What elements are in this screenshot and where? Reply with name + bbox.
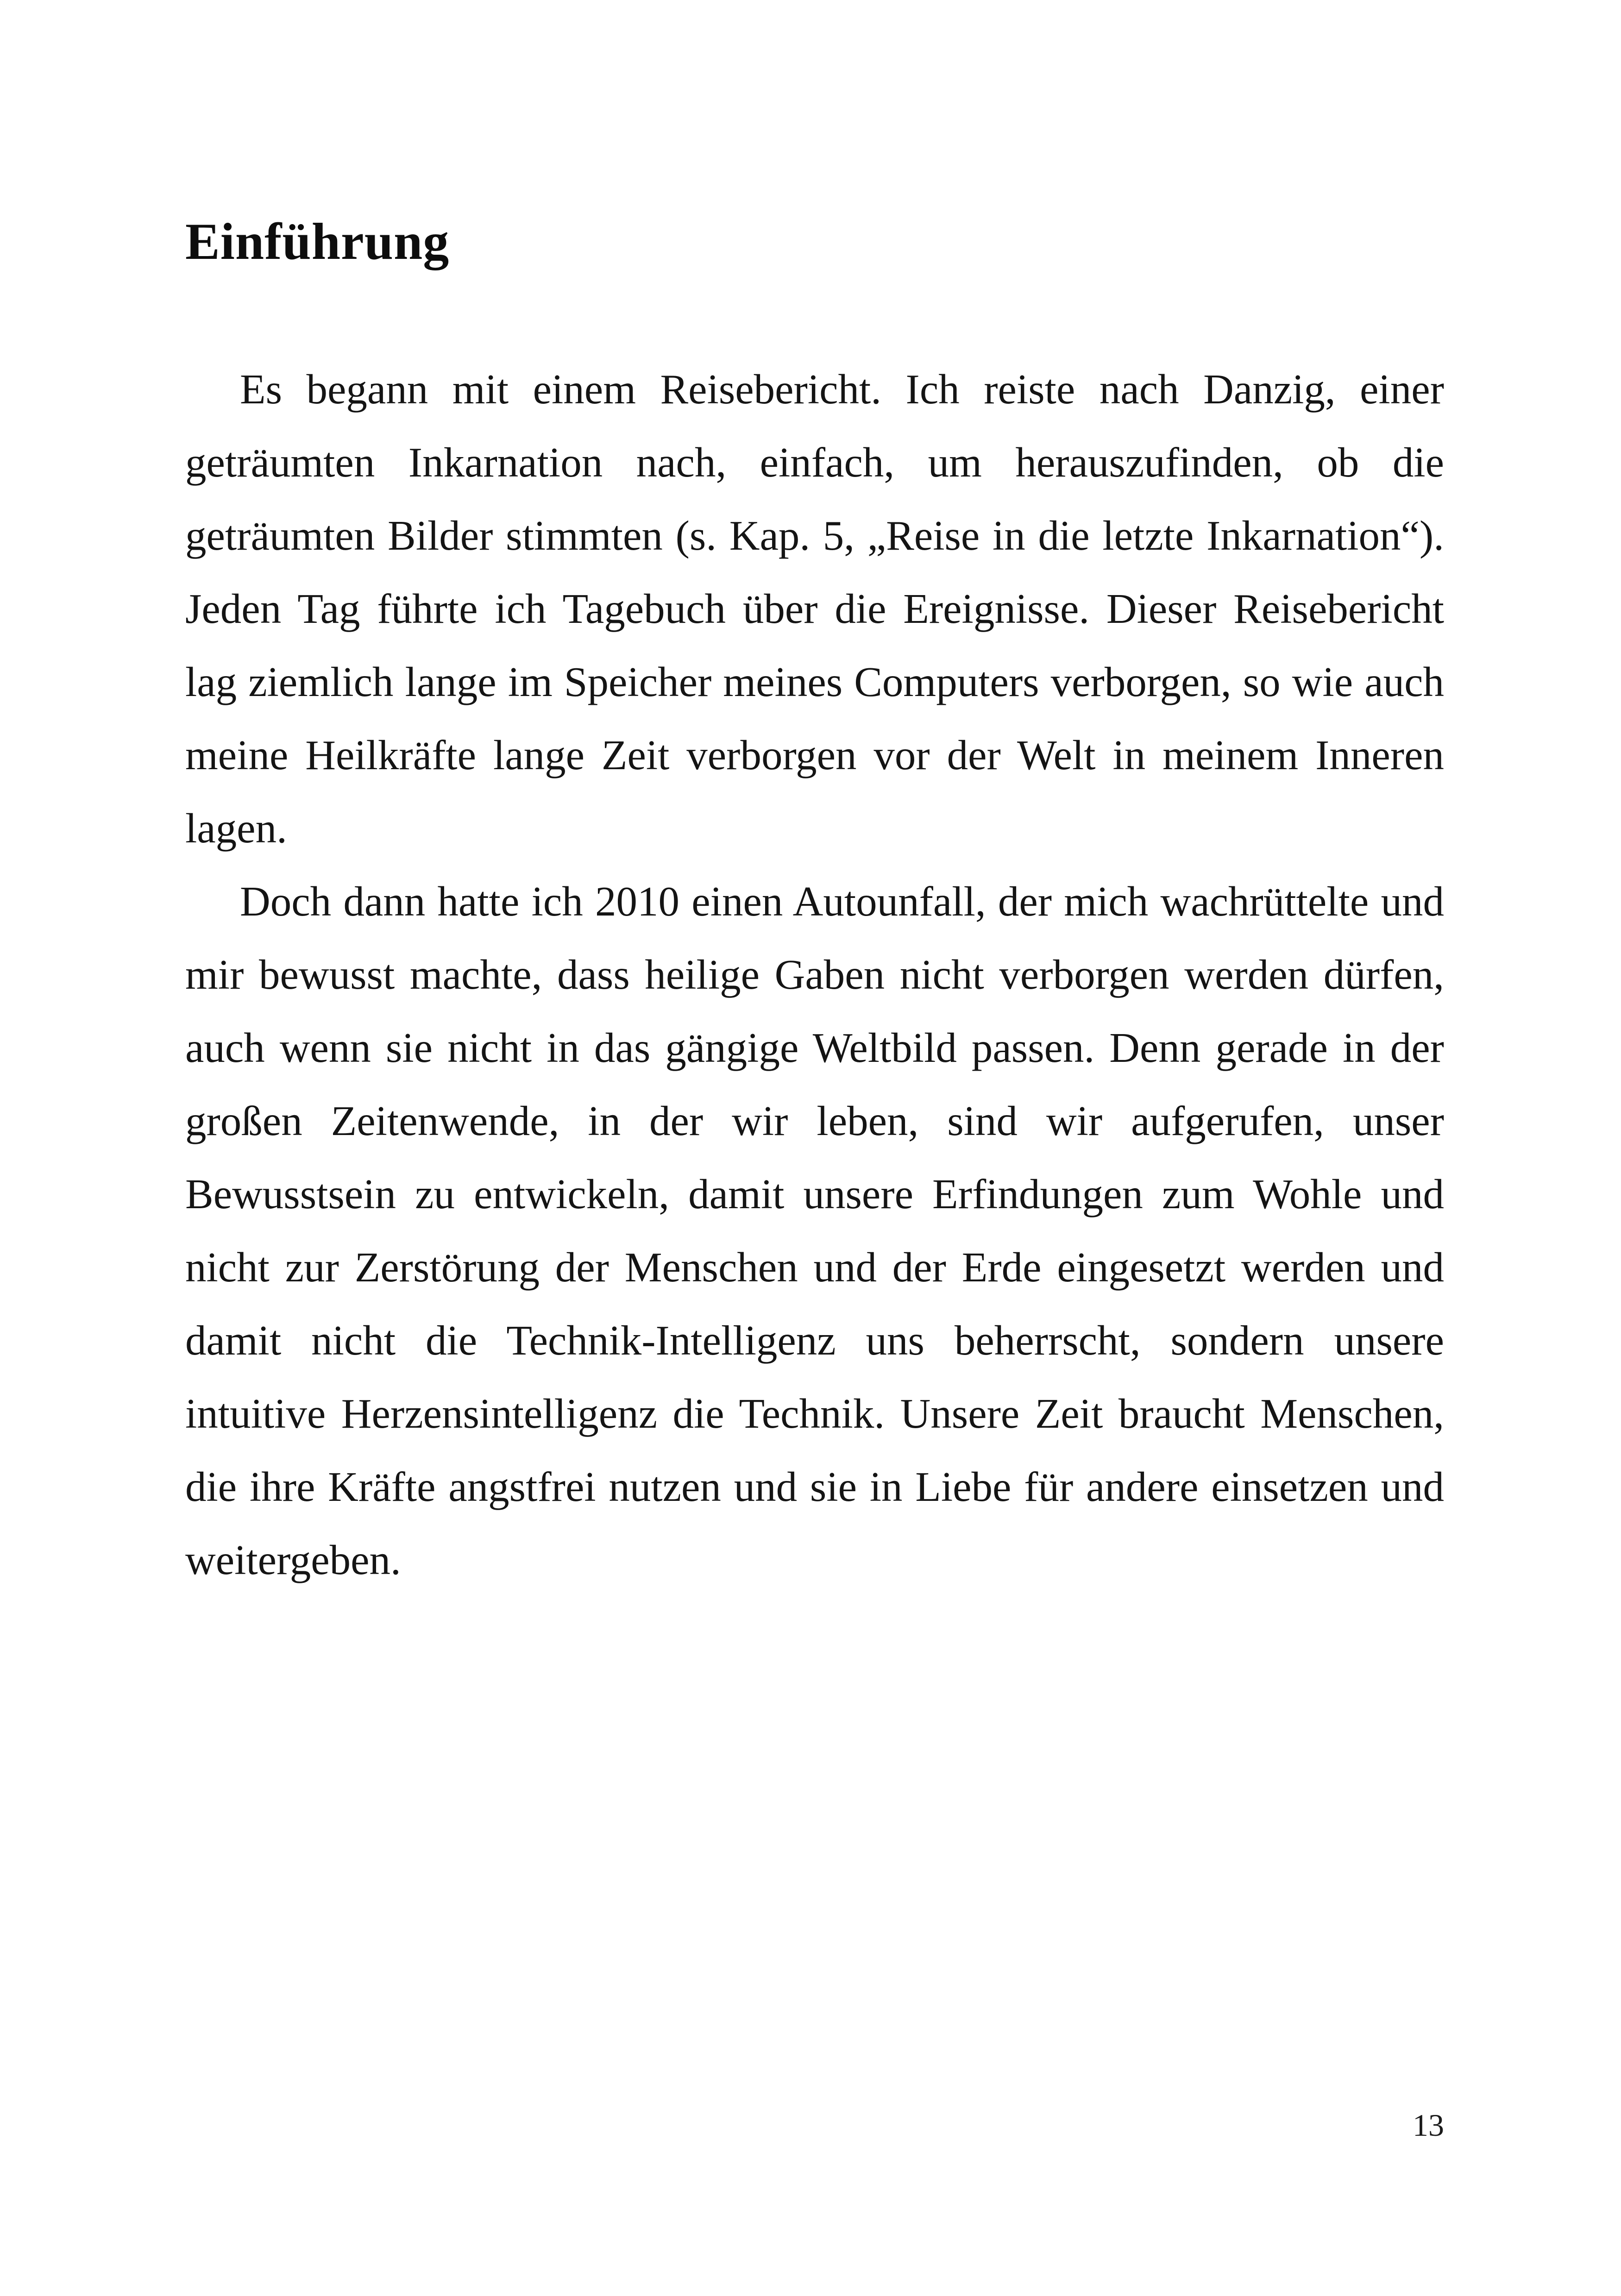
body-text — [185, 353, 1444, 1597]
page-number: 13 — [1413, 2108, 1444, 2143]
chapter-title: Einführung — [185, 213, 450, 270]
paragraph-1: Es begann mit einem Reisebericht. Ich reiste nach Danzig, einer geträumten Inkarnation nach, einfach, um herauszufinden, ob die geträumten Bilder stimmten (s. Kap. 5, „Reise in die letzte Inkarnation“). Jeden Tag führte ich Tagebuch über die Ereignisse. Dieser Reisebericht lag ziemlich lange im Speicher meines Computers verborgen, so wie auch meine Heilkräfte lange Zeit verborgen vor der Welt in meinem Inneren lagen. — [185, 366, 1444, 852]
paragraph-2: Doch dann hatte ich 2010 einen Autounfall, der mich wachrüttelte und mir bewusst machte, dass heilige Gaben nicht verborgen werden dürfen, auch wenn sie nicht in das gängige Weltbild passen. Denn gerade in der großen Zeitenwende, in der wir leben, sind wir aufgerufen, unser Bewusstsein zu entwickeln, damit unsere Erfindungen zum Wohle und nicht zur Zerstörung der Menschen und der Erde eingesetzt werden und damit nicht die Technik-Intelligenz uns beherrscht, sondern unsere intuitive Herzensintelligenz die Technik. Unsere Zeit braucht Menschen, die ihre Kräfte angstfrei nutzen und sie in Liebe für andere einsetzen und weitergeben. — [185, 878, 1444, 1583]
